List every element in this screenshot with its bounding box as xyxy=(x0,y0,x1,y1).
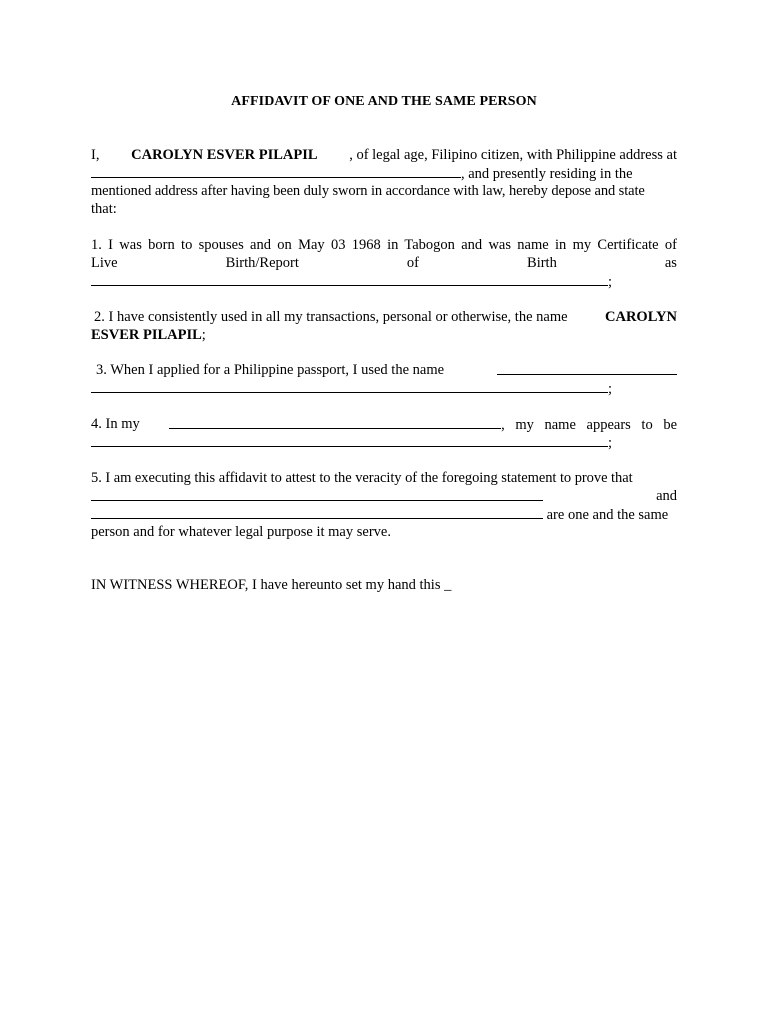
p5-and: and xyxy=(656,488,677,504)
intro-line-4: that: xyxy=(91,201,117,217)
p4-end: ; xyxy=(608,435,613,451)
p3-text: 3. When I applied for a Philippine passport, I used the name xyxy=(96,362,445,378)
second-name-blank xyxy=(91,505,543,519)
p5-line-4: person and for whatever legal purpose it may serve. xyxy=(91,524,391,540)
p2-end: ; xyxy=(201,327,206,343)
p2-line-1 xyxy=(91,308,677,326)
p1-word-of: of xyxy=(406,255,420,271)
document-name-blank xyxy=(91,433,608,447)
passport-name-blank xyxy=(497,361,677,375)
p5-line-2 xyxy=(91,487,677,505)
intro-line-3: mentioned address after having been duly sworn in accordance with law, hereby depose and state xyxy=(91,183,645,199)
p3-end: ; xyxy=(608,381,613,397)
paragraph-5 xyxy=(91,469,677,541)
p1-word-birth: Birth xyxy=(527,255,557,271)
p4-line-2 xyxy=(91,433,677,451)
p5-tail: are one and the same xyxy=(546,507,669,523)
p5-line-1: 5. I am executing this affidavit to attest to the veracity of the foregoing statement to prove that xyxy=(91,470,633,486)
paragraph-3 xyxy=(91,361,677,397)
intro-line2-tail: , and presently residing in the xyxy=(461,166,633,182)
affiant-name: CAROLYN ESVER PILAPIL xyxy=(131,147,318,163)
p1-word-live: Live xyxy=(91,255,118,271)
p5-line-3 xyxy=(91,505,677,523)
intro-line-1 xyxy=(91,146,677,164)
p4-mid: , my name appears to be xyxy=(501,417,677,433)
p4-line-1 xyxy=(91,415,677,433)
paragraph-2 xyxy=(91,308,677,344)
p1-word-as: as xyxy=(664,255,677,271)
paragraph-4 xyxy=(91,415,677,451)
p2-name-part-2: ESVER PILAPIL xyxy=(91,327,202,343)
p1-line-2 xyxy=(91,254,677,272)
document-title: AFFIDAVIT OF ONE AND THE SAME PERSON xyxy=(231,94,537,109)
p3-line-1 xyxy=(91,361,677,379)
document-type-blank xyxy=(169,415,501,429)
p4-pre: 4. In my xyxy=(91,416,140,432)
p2-line-2 xyxy=(91,326,677,344)
philippine-address-blank xyxy=(91,164,461,178)
first-name-blank xyxy=(91,487,543,501)
p1-line-3 xyxy=(91,272,677,290)
birth-certificate-name-blank xyxy=(91,272,608,286)
p1-word-birth-report: Birth/Report xyxy=(225,255,299,271)
witness-clause xyxy=(91,576,677,594)
intro-pre: I, xyxy=(91,147,100,163)
intro-post: , of legal age, Filipino citizen, with Philippine address at xyxy=(349,147,677,163)
p2-text: 2. I have consistently used in all my transactions, personal or otherwise, the name xyxy=(94,309,568,325)
p2-name-part-1: CAROLYN xyxy=(605,309,677,325)
p3-line-2 xyxy=(91,379,677,397)
intro-line-2 xyxy=(91,164,677,182)
passport-name-blank-2 xyxy=(91,379,608,393)
paragraph-1 xyxy=(91,236,677,290)
p1-end: ; xyxy=(608,274,613,290)
witness-line: IN WITNESS WHEREOF, I have hereunto set my hand this _ xyxy=(91,577,452,593)
p1-line-1: 1. I was born to spouses and on May 03 1968 in Tabogon and was name in my Certificate of xyxy=(91,237,677,253)
intro-paragraph xyxy=(91,146,677,218)
